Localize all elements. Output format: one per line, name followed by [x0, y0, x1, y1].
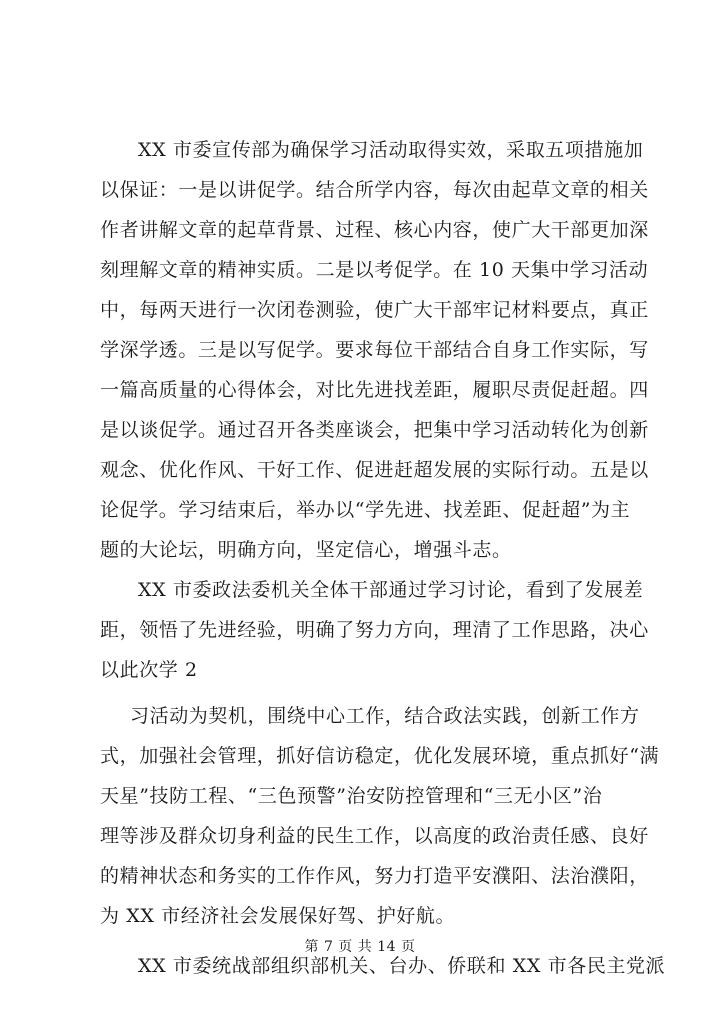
text-line: 题的大论坛，明确方向，坚定信心，增强斗志。 — [100, 539, 512, 561]
text-line: XX 市委宣传部为确保学习活动取得实效，采取五项措施加 — [138, 139, 644, 161]
text-line: XX 市委政法委机关全体干部通过学习讨论，看到了发展差 — [138, 579, 644, 601]
paragraph-propaganda — [100, 130, 649, 570]
text-line: XX 市委统战部组织部机关、台办、侨联和 XX 市各民主党派 — [138, 955, 666, 977]
text-line: 观念、优化作风、干好工作、促进赶超发展的实际行动。五是以 — [100, 459, 649, 481]
paragraph-learning-activity — [100, 696, 660, 936]
text-line: 一篇高质量的心得体会，对比先进找差距，履职尽责促赶超。四 — [100, 379, 649, 401]
text-line: 论促学。学习结束后，举办以“学先进、找差距、促赶超”为主 — [100, 499, 631, 521]
text-line: 中，每两天进行一次闭卷测验，使广大干部牢记材料要点，真正 — [100, 299, 649, 321]
text-line: 理等涉及群众切身利益的民生工作，以高度的政治责任感、良好 — [100, 825, 649, 847]
text-line: 刻理解文章的精神实质。二是以考促学。在 10 天集中学习活动 — [100, 259, 649, 281]
text-line: 的精神状态和务实的工作作风，努力打造平安濮阳、法治濮阳， — [100, 865, 649, 887]
text-line: 距，领悟了先进经验，明确了努力方向，理清了工作思路，决心 — [100, 619, 649, 641]
text-line: 习活动为契机，围绕中心工作，结合政法实践，创新工作方 — [130, 705, 640, 727]
text-line: 式，加强社会管理，抓好信访稳定，优化发展环境，重点抓好“满 — [100, 745, 660, 767]
document-body — [100, 130, 666, 986]
text-line: 学深学透。三是以写促学。要求每位干部结合自身工作实际，写 — [100, 339, 649, 361]
text-line: 天星”技防工程、“三色预警”治安防控管理和“三无小区”治 — [100, 785, 603, 807]
text-line: 是以谈促学。通过召开各类座谈会，把集中学习活动转化为创新 — [100, 419, 649, 441]
text-line: 为 XX 市经济社会发展保好驾、护好航。 — [100, 905, 456, 927]
page-number-footer: 第 7 页 共 14 页 — [304, 939, 416, 955]
text-line: 以此次学 2 — [100, 659, 198, 681]
text-line: 作者讲解文章的起草背景、过程、核心内容，使广大干部更加深 — [100, 219, 649, 241]
paragraph-political-legal — [100, 570, 649, 690]
text-line: 以保证：一是以讲促学。结合所学内容，每次由起草文章的相关 — [100, 179, 649, 201]
